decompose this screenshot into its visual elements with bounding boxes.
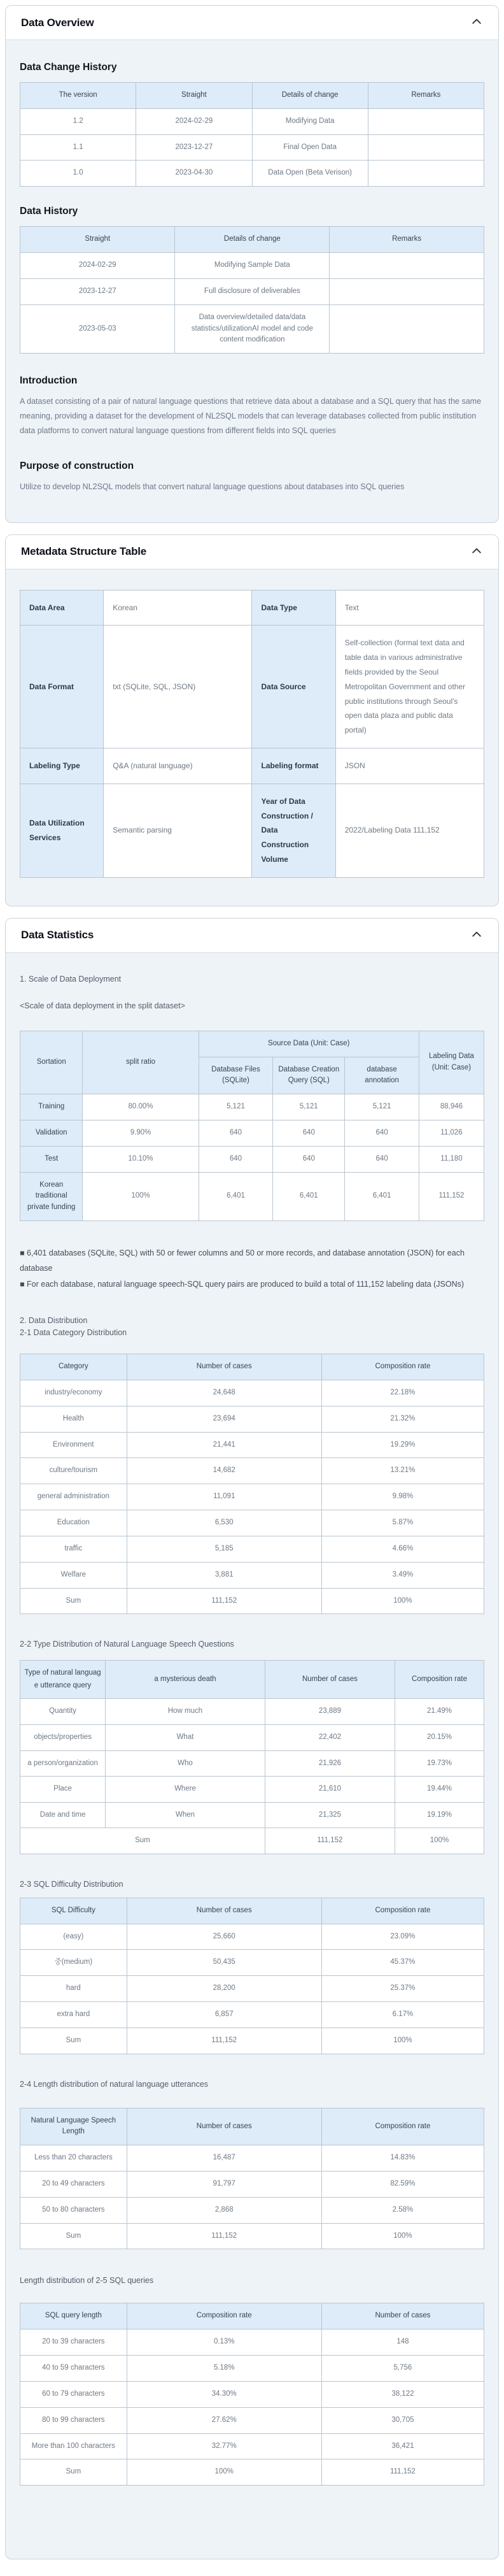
- table-cell: 2023-05-03: [20, 304, 175, 353]
- data-overview-header: [6, 6, 498, 39]
- table-cell: 100%: [127, 2459, 321, 2486]
- table-row: [20, 227, 484, 253]
- table-cell: 9.98%: [321, 1484, 484, 1510]
- table-cell: 19.44%: [395, 1777, 484, 1803]
- table-cell: 50,435: [127, 1950, 321, 1976]
- data-history-table: [20, 226, 484, 354]
- table-header-cell: Details of change: [252, 83, 368, 109]
- deployment-note-1: ■ 6,401 databases (SQLite, SQL) with 50 or fewer columns and 50 or more records, and database annotation (JSON) for each database: [20, 1249, 465, 1273]
- table-header-cell: Number of cases: [321, 2303, 484, 2329]
- table-row: [20, 161, 484, 187]
- table-row: [20, 1432, 484, 1458]
- table-header-cell: Data Format: [20, 626, 104, 748]
- table-cell: 2,868: [127, 2197, 321, 2223]
- table-row: [20, 1536, 484, 1562]
- table-cell: Sum: [20, 1588, 127, 1614]
- table-cell: 24,648: [127, 1380, 321, 1406]
- table-cell: Health: [20, 1406, 127, 1432]
- table-cell: Quantity: [20, 1699, 106, 1725]
- table-row: [20, 2197, 484, 2223]
- table-cell: 6,401: [273, 1172, 345, 1220]
- table-cell: Environment: [20, 1432, 127, 1458]
- stat-caption-scale: <Scale of data deployment in the split dataset>: [20, 1001, 185, 1010]
- table-cell: Modifying Sample Data: [175, 253, 330, 279]
- table-header-cell: The version: [20, 83, 136, 109]
- chevron-up-icon: [470, 545, 483, 559]
- table-cell: objects/properties: [20, 1724, 106, 1750]
- table-cell: 45.37%: [321, 1950, 484, 1976]
- table-header-cell: Korean traditional private funding: [20, 1172, 83, 1220]
- table-row: [20, 1750, 484, 1777]
- table-header-cell: Data Source: [252, 626, 335, 748]
- table-cell: 2024-02-29: [20, 253, 175, 279]
- table-cell: 19.29%: [321, 1432, 484, 1458]
- subsection-title-change-history: Data Change History: [20, 62, 117, 73]
- table-cell: 60 to 79 characters: [20, 2381, 127, 2407]
- table-cell: Sum: [20, 2459, 127, 2486]
- table-header-cell: Labeling Type: [20, 748, 104, 784]
- table-header-cell: Database Creation Query (SQL): [273, 1057, 345, 1094]
- table-cell: (easy): [20, 1924, 127, 1950]
- table-header-cell: Composition rate: [127, 2303, 321, 2329]
- table-header-cell: Data Utilization Services: [20, 784, 104, 877]
- table-cell: Where: [106, 1777, 265, 1803]
- purpose-text: Utilize to develop NL2SQL models that convert natural language questions about databases into SQL queries: [20, 482, 405, 491]
- table-cell: a person/organization: [20, 1750, 106, 1777]
- table-cell: txt (SQLite, SQL, JSON): [104, 626, 252, 748]
- deployment-scale-table: [20, 1031, 484, 1221]
- table-cell: 88,946: [419, 1094, 484, 1120]
- metadata-body: [6, 569, 498, 906]
- table-cell: 2023-12-27: [20, 278, 175, 304]
- table-cell: 11,091: [127, 1484, 321, 1510]
- table-row: [20, 278, 484, 304]
- table-row: [20, 1094, 484, 1120]
- table-cell: industry/economy: [20, 1380, 127, 1406]
- table-cell: 5,121: [273, 1094, 345, 1120]
- table-cell: [368, 161, 484, 187]
- table-cell: 91,797: [127, 2172, 321, 2198]
- table-cell: 80 to 99 characters: [20, 2407, 127, 2433]
- table-header-cell: Year of Data Construction / Data Construction Volume: [252, 784, 335, 877]
- table-cell: 111,152: [419, 1172, 484, 1220]
- table-cell: 34.30%: [127, 2381, 321, 2407]
- table-row: [20, 2356, 484, 2382]
- table-cell: 100%: [321, 2223, 484, 2249]
- table-cell: Q&A (natural language): [104, 748, 252, 784]
- table-cell: 21,926: [265, 1750, 395, 1777]
- table-header-cell: Number of cases: [127, 1898, 321, 1924]
- table-header-cell: Natural Language Speech Length: [20, 2108, 127, 2145]
- table-row: [20, 2329, 484, 2356]
- table-cell: 148: [321, 2329, 484, 2356]
- collapse-button[interactable]: [470, 545, 483, 559]
- table-cell: 13.21%: [321, 1458, 484, 1484]
- table-header-cell: database annotation: [345, 1057, 419, 1094]
- table-cell: 30,705: [321, 2407, 484, 2433]
- table-cell: 23,694: [127, 1406, 321, 1432]
- table-cell: Sum: [20, 2028, 127, 2054]
- table-cell: Sum: [20, 1828, 265, 1854]
- table-cell: 0.13%: [127, 2329, 321, 2356]
- table-cell: 25,660: [127, 1924, 321, 1950]
- table-cell: 21.49%: [395, 1699, 484, 1725]
- table-cell: How much: [106, 1699, 265, 1725]
- table-cell: More than 100 characters: [20, 2433, 127, 2459]
- table-row: [20, 1724, 484, 1750]
- table-cell: 111,152: [321, 2459, 484, 2486]
- table-header-cell: Labeling Data (Unit: Case): [419, 1031, 484, 1094]
- table-cell: 4.66%: [321, 1536, 484, 1562]
- table-cell: 100%: [321, 1588, 484, 1614]
- table-cell: 32.77%: [127, 2433, 321, 2459]
- table-cell: Education: [20, 1510, 127, 1536]
- table-header-cell: Data Area: [20, 590, 104, 626]
- table-row: [20, 1484, 484, 1510]
- table-cell: 23,889: [265, 1699, 395, 1725]
- table-cell: JSON: [335, 748, 484, 784]
- table-cell: 40 to 59 characters: [20, 2356, 127, 2382]
- introduction-text: A dataset consisting of a pair of natural language questions that retrieve data about a database and a SQL query that has the same meaning, providing a dataset for the development of NL2SQL models that can leverage databases collected from public institution data platforms to convert natural language questions from different fields into SQL queries: [20, 397, 482, 436]
- table-row: [20, 1146, 484, 1172]
- subsection-title-purpose: Purpose of construction: [20, 460, 134, 471]
- table-header-cell: a mysterious death: [106, 1661, 265, 1699]
- metadata-table: [20, 590, 484, 878]
- table-header-cell: Sortation: [20, 1031, 83, 1094]
- category-distribution-table: [20, 1354, 484, 1614]
- table-cell: 80.00%: [83, 1094, 199, 1120]
- table-cell: 6,530: [127, 1510, 321, 1536]
- utterance-length-table: [20, 2108, 484, 2250]
- table-cell: 25.37%: [321, 1976, 484, 2002]
- stat-heading-category: 2-1 Data Category Distribution: [20, 1328, 127, 1338]
- table-header-cell: Test: [20, 1146, 83, 1172]
- table-header-cell: Database Files (SQLite): [199, 1057, 273, 1094]
- table-header-cell: Source Data (Unit: Case): [199, 1031, 419, 1057]
- table-row: [20, 108, 484, 134]
- table-cell: 5.87%: [321, 1510, 484, 1536]
- data-overview-body: [6, 39, 498, 522]
- utterance-type-table: [20, 1660, 484, 1854]
- table-cell: Modifying Data: [252, 108, 368, 134]
- table-cell: 2024-02-29: [136, 108, 252, 134]
- table-cell: 38,122: [321, 2381, 484, 2407]
- table-header-cell: Validation: [20, 1120, 83, 1147]
- table-cell: extra hard: [20, 2001, 127, 2028]
- table-cell: 1.0: [20, 161, 136, 187]
- table-cell: 2.58%: [321, 2197, 484, 2223]
- table-cell: [330, 278, 484, 304]
- table-cell: 111,152: [127, 1588, 321, 1614]
- data-overview-card: [5, 5, 499, 523]
- table-row: [20, 1172, 484, 1220]
- table-cell: 14,682: [127, 1458, 321, 1484]
- table-row: [20, 2145, 484, 2172]
- table-cell: Text: [335, 590, 484, 626]
- table-cell: 22,402: [265, 1724, 395, 1750]
- table-row: [20, 784, 484, 877]
- table-cell: 82.59%: [321, 2172, 484, 2198]
- table-cell: 5,756: [321, 2356, 484, 2382]
- table-header-cell: Details of change: [175, 227, 330, 253]
- table-row: [20, 1588, 484, 1614]
- table-cell: 2023-04-30: [136, 161, 252, 187]
- table-row: [20, 1354, 484, 1380]
- table-header-cell: Straight: [136, 83, 252, 109]
- table-cell: 1.1: [20, 134, 136, 161]
- table-header-cell: Data Type: [252, 590, 335, 626]
- section-title-metadata: Metadata Structure Table: [21, 545, 147, 558]
- table-row: [20, 1510, 484, 1536]
- table-cell: Date and time: [20, 1802, 106, 1828]
- table-cell: 6,401: [345, 1172, 419, 1220]
- table-cell: When: [106, 1802, 265, 1828]
- collapse-button[interactable]: [470, 928, 483, 943]
- table-cell: 중(medium): [20, 1950, 127, 1976]
- table-header-cell: Composition rate: [321, 1898, 484, 1924]
- table-cell: 21.32%: [321, 1406, 484, 1432]
- table-cell: 3.49%: [321, 1562, 484, 1588]
- stat-heading-sql-difficulty: 2-3 SQL Difficulty Distribution: [20, 1879, 123, 1889]
- table-header-cell: Composition rate: [395, 1661, 484, 1699]
- table-cell: 5.18%: [127, 2356, 321, 2382]
- table-cell: 27.62%: [127, 2407, 321, 2433]
- table-cell: Self-collection (formal text data and table data in various administrative fields provided by the Seoul Metropolitan Government and other public institutions through Seoul's open data plaza and public data portal): [335, 626, 484, 748]
- table-cell: 640: [199, 1146, 273, 1172]
- table-cell: 640: [273, 1146, 345, 1172]
- table-cell: 640: [273, 1120, 345, 1147]
- table-cell: 20 to 39 characters: [20, 2329, 127, 2356]
- table-cell: 36,421: [321, 2433, 484, 2459]
- table-row: [20, 2001, 484, 2028]
- table-cell: Final Open Data: [252, 134, 368, 161]
- table-header-cell: Straight: [20, 227, 175, 253]
- table-cell: 20 to 49 characters: [20, 2172, 127, 2198]
- table-cell: 6.17%: [321, 2001, 484, 2028]
- table-row: [20, 1380, 484, 1406]
- table-header-cell: split ratio: [83, 1031, 199, 1094]
- table-cell: 640: [345, 1146, 419, 1172]
- table-row: [20, 2459, 484, 2486]
- table-row: [20, 626, 484, 748]
- table-cell: Sum: [20, 2223, 127, 2249]
- sql-query-length-table: [20, 2303, 484, 2486]
- table-cell: 5,121: [345, 1094, 419, 1120]
- chevron-up-icon: [470, 928, 483, 943]
- table-row: [20, 2303, 484, 2329]
- table-cell: 28,200: [127, 1976, 321, 2002]
- table-header-cell: Labeling format: [252, 748, 335, 784]
- table-cell: hard: [20, 1976, 127, 2002]
- section-title-data-overview: Data Overview: [21, 16, 94, 29]
- table-cell: 19.73%: [395, 1750, 484, 1777]
- table-cell: 21,441: [127, 1432, 321, 1458]
- table-row: [20, 134, 484, 161]
- table-cell: What: [106, 1724, 265, 1750]
- table-row: [20, 2028, 484, 2054]
- stat-heading-nl-length: 2-4 Length distribution of natural language utterances: [20, 2079, 209, 2089]
- table-cell: 19.19%: [395, 1802, 484, 1828]
- table-row: [20, 1950, 484, 1976]
- table-cell: [368, 134, 484, 161]
- table-row: [20, 1924, 484, 1950]
- stat-heading-distribution: 2. Data Distribution: [20, 1316, 88, 1326]
- table-cell: Data overview/detailed data/data statistics/utilizationAI model and code content modification: [175, 304, 330, 353]
- table-row: [20, 590, 484, 626]
- table-cell: 11,026: [419, 1120, 484, 1147]
- table-row: [20, 304, 484, 353]
- collapse-button[interactable]: [470, 15, 483, 30]
- data-statistics-card: [5, 918, 499, 2559]
- table-cell: culture/tourism: [20, 1458, 127, 1484]
- table-row: [20, 1562, 484, 1588]
- metadata-card: [5, 534, 499, 906]
- table-cell: 22.18%: [321, 1380, 484, 1406]
- stat-heading-utterance-type: 2-2 Type Distribution of Natural Language Speech Questions: [20, 1640, 234, 1649]
- table-header-cell: Category: [20, 1354, 127, 1380]
- table-cell: traffic: [20, 1536, 127, 1562]
- table-cell: 21,610: [265, 1777, 395, 1803]
- table-row: [20, 1458, 484, 1484]
- table-cell: 5,185: [127, 1536, 321, 1562]
- table-header-cell: Number of cases: [265, 1661, 395, 1699]
- table-cell: 100%: [321, 2028, 484, 2054]
- table-cell: 16,487: [127, 2145, 321, 2172]
- table-cell: 6,857: [127, 2001, 321, 2028]
- table-cell: [368, 108, 484, 134]
- table-cell: Less than 20 characters: [20, 2145, 127, 2172]
- table-cell: [330, 253, 484, 279]
- table-cell: 111,152: [127, 2223, 321, 2249]
- table-cell: 100%: [83, 1172, 199, 1220]
- table-row: [20, 2223, 484, 2249]
- table-header-cell: Remarks: [330, 227, 484, 253]
- table-cell: 111,152: [265, 1828, 395, 1854]
- table-cell: 10.10%: [83, 1146, 199, 1172]
- table-cell: 14.83%: [321, 2145, 484, 2172]
- table-header-cell: Type of natural language utterance query: [20, 1661, 106, 1699]
- table-cell: Korean: [104, 590, 252, 626]
- stat-heading-sql-length: Length distribution of 2-5 SQL queries: [20, 2276, 154, 2286]
- table-row: [20, 748, 484, 784]
- table-row: [20, 1802, 484, 1828]
- deployment-note-2: ■ For each database, natural language speech-SQL query pairs are produced to build a total of 111,152 labeling data (JSONs): [20, 1279, 465, 1289]
- table-header-cell: Number of cases: [127, 2108, 321, 2145]
- table-cell: 50 to 80 characters: [20, 2197, 127, 2223]
- table-cell: 23.09%: [321, 1924, 484, 1950]
- data-statistics-body: [6, 952, 498, 2559]
- table-row: [20, 1898, 484, 1924]
- table-row: [20, 2407, 484, 2433]
- table-cell: 2023-12-27: [136, 134, 252, 161]
- table-cell: [330, 304, 484, 353]
- table-row: [20, 1406, 484, 1432]
- table-row: [20, 1976, 484, 2002]
- table-cell: Data Open (Beta Verison): [252, 161, 368, 187]
- table-cell: 11,180: [419, 1146, 484, 1172]
- table-row: [20, 1828, 484, 1854]
- table-row: [20, 2381, 484, 2407]
- stat-heading-scale: 1. Scale of Data Deployment: [20, 974, 122, 984]
- table-header-cell: Remarks: [368, 83, 484, 109]
- table-row: [20, 1661, 484, 1699]
- table-cell: 640: [199, 1120, 273, 1147]
- table-cell: 3,881: [127, 1562, 321, 1588]
- table-cell: 9.90%: [83, 1120, 199, 1147]
- table-cell: 20.15%: [395, 1724, 484, 1750]
- table-row: [20, 1699, 484, 1725]
- table-row: [20, 2433, 484, 2459]
- subsection-title-introduction: Introduction: [20, 375, 78, 387]
- table-row: [20, 1777, 484, 1803]
- table-header-cell: SQL Difficulty: [20, 1898, 127, 1924]
- table-cell: 5,121: [199, 1094, 273, 1120]
- table-cell: 1.2: [20, 108, 136, 134]
- table-header-cell: Composition rate: [321, 1354, 484, 1380]
- table-header-cell: Training: [20, 1094, 83, 1120]
- table-row: [20, 2172, 484, 2198]
- table-cell: 6,401: [199, 1172, 273, 1220]
- chevron-up-icon: [470, 15, 483, 30]
- table-cell: 640: [345, 1120, 419, 1147]
- table-cell: 2022/Labeling Data 111,152: [335, 784, 484, 877]
- subsection-title-data-history: Data History: [20, 206, 78, 217]
- table-row: [20, 2108, 484, 2145]
- sql-difficulty-table: [20, 1898, 484, 2054]
- table-header-cell: SQL query length: [20, 2303, 127, 2329]
- table-cell: Place: [20, 1777, 106, 1803]
- change-history-table: [20, 82, 484, 187]
- table-header-cell: Composition rate: [321, 2108, 484, 2145]
- section-title-data-statistics: Data Statistics: [21, 929, 94, 941]
- table-row: [20, 253, 484, 279]
- data-statistics-header: [6, 919, 498, 952]
- table-row: [20, 83, 484, 109]
- table-cell: Full disclosure of deliverables: [175, 278, 330, 304]
- table-cell: Who: [106, 1750, 265, 1777]
- table-cell: 100%: [395, 1828, 484, 1854]
- table-cell: Welfare: [20, 1562, 127, 1588]
- table-header-cell: Number of cases: [127, 1354, 321, 1380]
- metadata-header: [6, 535, 498, 569]
- table-cell: 111,152: [127, 2028, 321, 2054]
- table-cell: Semantic parsing: [104, 784, 252, 877]
- table-row: [20, 1120, 484, 1147]
- table-row: [20, 1031, 484, 1057]
- table-cell: 21,325: [265, 1802, 395, 1828]
- table-cell: general administration: [20, 1484, 127, 1510]
